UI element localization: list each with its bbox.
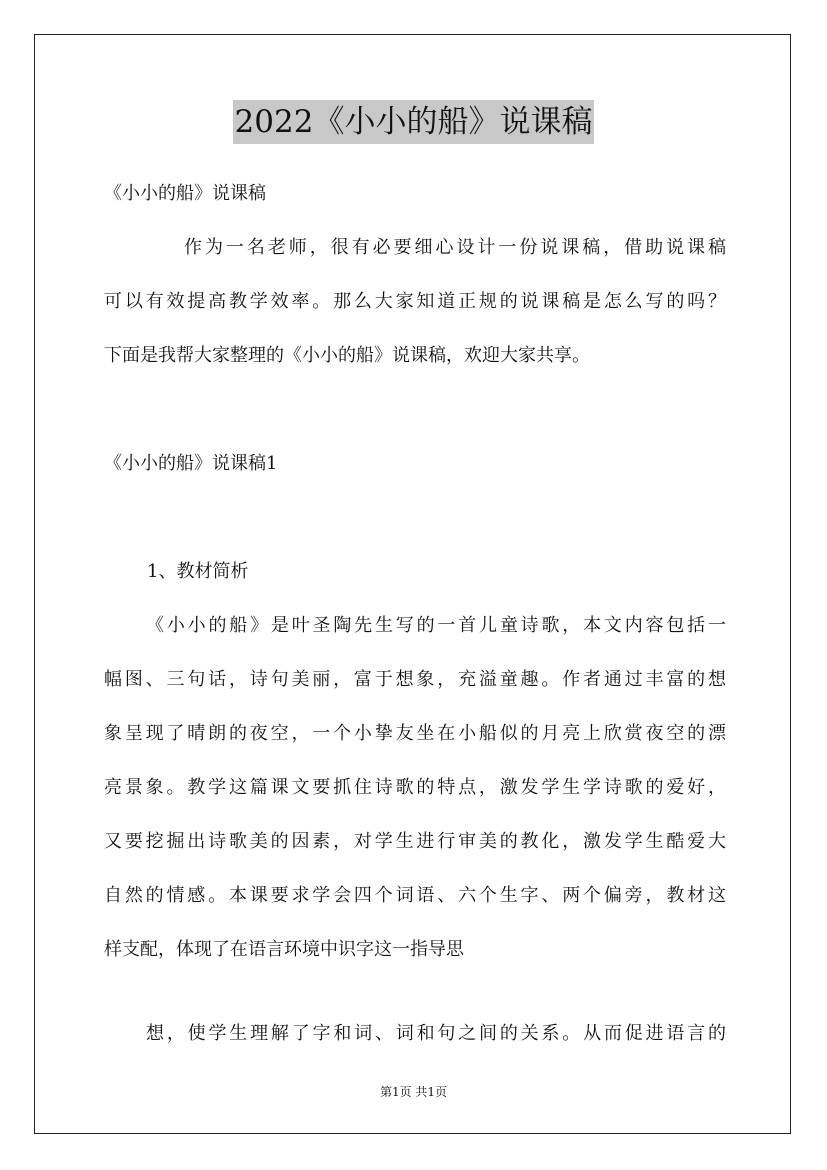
page-footer: 第1页 共1页 xyxy=(379,1085,448,1099)
document-subtitle: 《小小的船》说课稿 xyxy=(104,183,266,204)
body-line-6: 自然的情感。本课要求学会四个词语、六个生字、两个偏旁，教材这 xyxy=(104,885,726,906)
intro-line-2: 可以有效提高教学效率。那么大家知道正规的说课稿是怎么写的吗？ xyxy=(104,291,726,312)
subsection-title: 1、教材简析 xyxy=(147,561,249,582)
section-title: 《小小的船》说课稿1 xyxy=(104,453,278,474)
body-line-8: 想，使学生理解了字和词、词和句之间的关系。从而促进语言的 xyxy=(146,1023,726,1044)
body-line-5: 又要挖掘出诗歌美的因素，对学生进行审美的教化，激发学生酷爱大 xyxy=(104,831,726,852)
body-line-7: 样支配，体现了在语言环境中识字这一指导思 xyxy=(104,939,464,960)
title-container xyxy=(0,100,827,144)
intro-line-1: 作为一名老师，很有必要细心设计一份说课稿，借助说课稿 xyxy=(184,237,726,258)
body-line-1: 《小小的船》是叶圣陶先生写的一首儿童诗歌，本文内容包括一 xyxy=(146,615,726,636)
body-line-3: 象呈现了晴朗的夜空，一个小挚友坐在小船似的月亮上欣赏夜空的漂 xyxy=(104,723,726,744)
body-line-4: 亮景象。教学这篇课文要抓住诗歌的特点，激发学生学诗歌的爱好， xyxy=(104,777,726,798)
document-title: 2022《小小的船》说课稿 xyxy=(233,100,595,144)
body-line-2: 幅图、三句话，诗句美丽，富于想象，充溢童趣。作者通过丰富的想 xyxy=(104,669,726,690)
intro-line-3: 下面是我帮大家整理的《小小的船》说课稿，欢迎大家共享。 xyxy=(104,345,590,366)
